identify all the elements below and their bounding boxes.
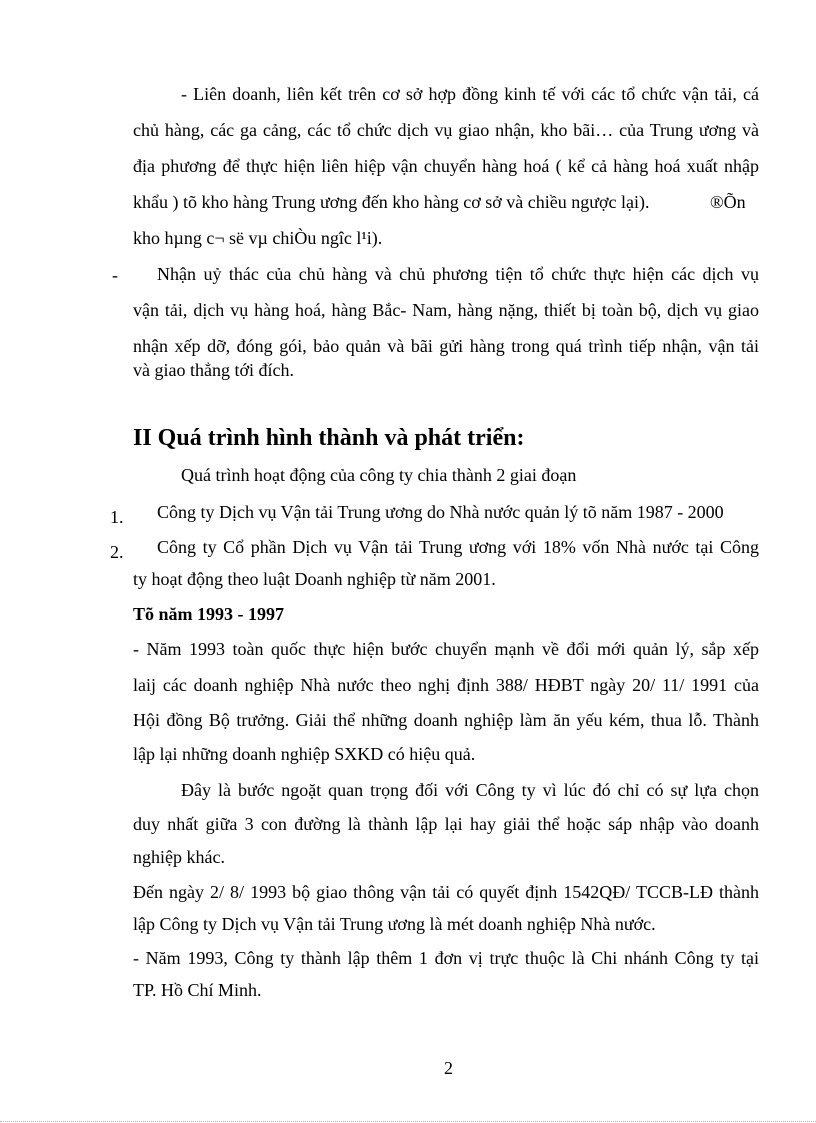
- paragraph-6-line-1: - Năm 1993, Công ty thành lập thêm 1 đơn vị trực thuộc là Chi nhánh Công ty tại: [133, 948, 759, 968]
- list-item-1-number: 1.: [110, 507, 124, 527]
- garbled-text-fragment: ®Õn: [710, 192, 746, 212]
- paragraph-3-line-2: laij các doanh nghiệp Nhà nước theo nghị định 388/ HĐBT ngày 20/ 11/ 1991 của: [133, 675, 759, 695]
- list-item-2-text-continued: ty hoạt động theo luật Doanh nghiệp từ năm 2001.: [133, 569, 496, 589]
- page-number: 2: [444, 1058, 453, 1078]
- paragraph-4-line-2: duy nhất giữa 3 con đường là thành lập lại hay giải thể hoặc sáp nhập vào doanh: [133, 814, 759, 834]
- paragraph-1-line-1: - Liên doanh, liên kết trên cơ sở hợp đồng kinh tế với các tổ chức vận tải, cá: [181, 84, 759, 104]
- list-item-1-text: Công ty Dịch vụ Vận tải Trung ương do Nhà nước quản lý tõ năm 1987 - 2000: [157, 502, 724, 522]
- section-heading: II Quá trình hình thành và phát triển:: [133, 425, 525, 451]
- intro-line: Quá trình hoạt động của công ty chia thành 2 giai đoạn: [181, 465, 577, 485]
- paragraph-2-line-4: và giao thẳng tới đích.: [133, 360, 294, 380]
- paragraph-2-line-3: nhận xếp dỡ, đóng gói, bảo quản và bãi gửi hàng trong quá trình tiếp nhận, vận tải: [133, 336, 759, 356]
- paragraph-3-line-4: lập lại những doanh nghiệp SXKD có hiệu quả.: [133, 744, 476, 764]
- paragraph-3-line-1: - Năm 1993 toàn quốc thực hiện bước chuyển mạnh về đổi mới quản lý, sắp xếp: [133, 639, 759, 659]
- paragraph-4-line-3: nghiệp khác.: [133, 847, 225, 867]
- paragraph-6-line-2: TP. Hồ Chí Minh.: [133, 980, 262, 1000]
- paragraph-2-line-1: Nhận uỷ thác của chủ hàng và chủ phương tiện tổ chức thực hiện các dịch vụ: [157, 264, 759, 284]
- paragraph-5-line-2: lập Công ty Dịch vụ Vận tải Trung ương là mét doanh nghiệp Nhà nước.: [133, 914, 656, 934]
- paragraph-1-line-2: chủ hàng, các ga cảng, các tổ chức dịch vụ giao nhận, kho bãi… của Trung ương và: [133, 120, 759, 140]
- page-bottom-edge: [0, 1121, 816, 1122]
- list-item-2-text: Công ty Cổ phần Dịch vụ Vận tải Trung ương với 18% vốn Nhà nước tại Công: [157, 537, 759, 557]
- paragraph-2-bullet: -: [112, 265, 118, 285]
- paragraph-5-line-1: Đến ngày 2/ 8/ 1993 bộ giao thông vận tải có quyết định 1542QĐ/ TCCB-LĐ thành: [133, 882, 759, 902]
- paragraph-3-line-3: Hội đồng Bộ trưởng. Giải thể những doanh nghiệp làm ăn yếu kém, thua lỗ. Thành: [133, 710, 759, 730]
- period-subheading: Tõ năm 1993 - 1997: [133, 604, 285, 624]
- paragraph-1-line-4: khẩu ) tõ kho hàng Trung ương đến kho hàng cơ sở và chiều ngược lại).: [133, 192, 650, 212]
- list-item-2-number: 2.: [110, 542, 124, 562]
- paragraph-2-line-2: vận tải, dịch vụ hàng hoá, hàng Bắc- Nam, hàng nặng, thiết bị toàn bộ, dịch vụ giao: [133, 300, 759, 320]
- paragraph-1-line-3: địa phương để thực hiện liên hiệp vận chuyển hàng hoá ( kể cả hàng hoá xuất nhập: [133, 156, 759, 176]
- paragraph-4-line-1: Đây là bước ngoặt quan trọng đối với Công ty vì lúc đó chỉ có sự lựa chọn: [181, 780, 759, 800]
- paragraph-1-line-5: kho hµng c¬ së vµ chiÒu ngîc l¹i).: [133, 228, 383, 248]
